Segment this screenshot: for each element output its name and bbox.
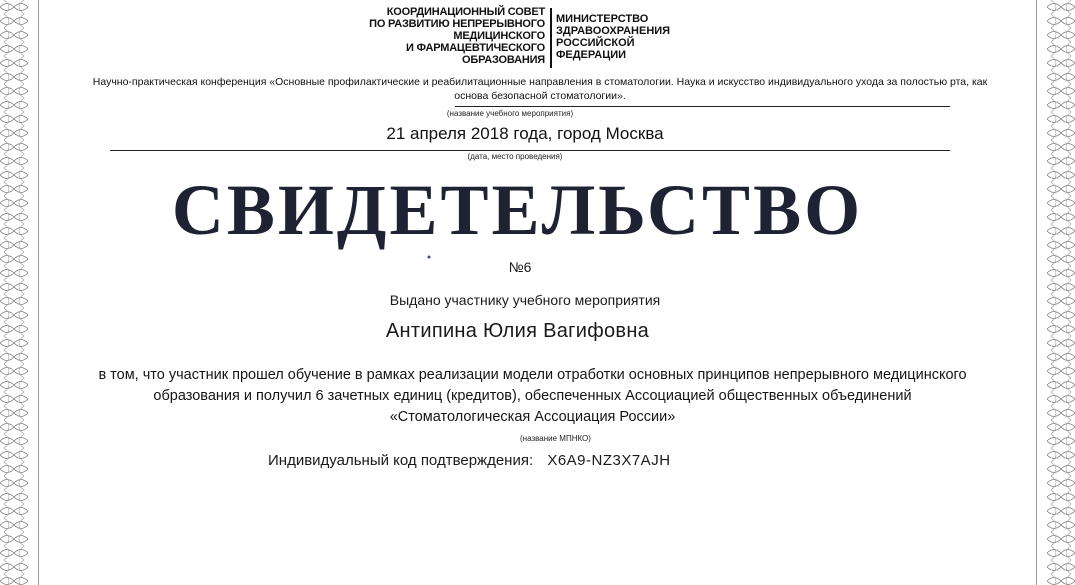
certificate-header [0, 6, 1075, 70]
ministry-line: ЗДРАВООХРАНЕНИЯ [556, 25, 671, 37]
council-line: ОБРАЗОВАНИЯ [462, 54, 545, 66]
event-name-caption: (название учебного мероприятия) [446, 109, 574, 118]
confirmation-code-row [268, 452, 671, 469]
council-name [369, 6, 545, 66]
participant-name: Антипина Юлия Вагифовна [385, 320, 650, 342]
date-caption: (дата, место проведения) [467, 152, 563, 161]
ministry-line: РОССИЙСКОЙ [556, 37, 635, 49]
date-underline [110, 150, 950, 151]
ministry-line: ФЕДЕРАЦИИ [556, 49, 627, 61]
certificate-title: СВИДЕТЕЛЬСТВО [171, 170, 864, 250]
council-line: И ФАРМАЦЕВТИЧЕСКОГО [406, 42, 545, 54]
certificate-body-text: в том, что участник прошел обучение в рамках реализации модели отработки основных принципов непрерывного медицинского образования и получил 6 зачетных единиц (кредитов), обеспеченных Ассоциацией общественных объединений «Стоматологическая Ассоциация России» [98, 367, 967, 425]
ministry-name [556, 13, 670, 61]
ministry-line: МИНИСТЕРСТВО [556, 13, 649, 25]
decorative-border-right [1047, 0, 1075, 585]
event-date-place: 21 апреля 2018 года, город Москва [386, 124, 664, 143]
mpnko-caption: (название МПНКО) [520, 434, 591, 443]
confirmation-code-value: X6A9-NZ3X7AJH [547, 452, 671, 469]
header-divider [550, 8, 552, 68]
council-line: ПО РАЗВИТИЮ НЕПРЕРЫВНОГО [369, 18, 545, 30]
ink-dot [427, 247, 431, 253]
event-name-underline [455, 106, 950, 107]
certificate-number: №6 [508, 259, 532, 275]
event-name: Научно-практическая конференция «Основные профилактические и реабилитационные направления в стоматологии. Наука и искусство индивидуального ухода за полостью рта, как основа безопасной стоматологии». [92, 76, 988, 102]
confirmation-code-label: Индивидуальный код подтверждения: [268, 452, 534, 469]
issued-to-label: Выдано участнику учебного мероприятия [389, 292, 661, 308]
council-line: МЕДИЦИНСКОГО [453, 30, 545, 42]
council-line: КООРДИНАЦИОННЫЙ СОВЕТ [386, 6, 545, 18]
